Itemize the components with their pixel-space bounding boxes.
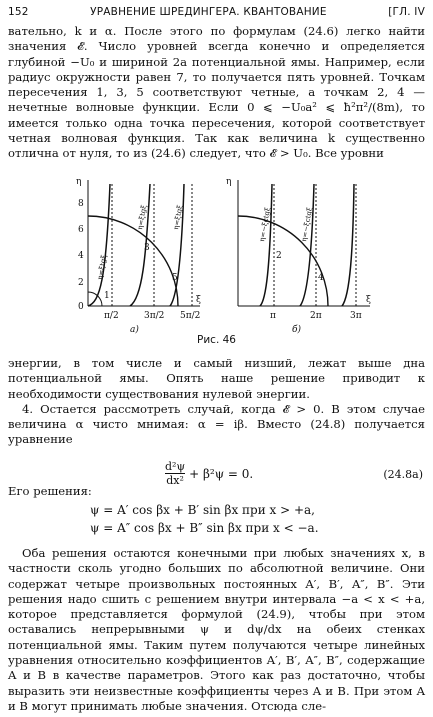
left-xtick-1: π/2 [104,311,119,321]
paragraph-top: вательно, k и α. После этого по формулам (24.6) легко найти значения 𝓔. Число уровней всегда конечно и определяется глубиной −U₀ и шириной 2a потенциальной ямы. Например, если радиус окружности равен 7, то получается пять уровней. Точкам пересечения 1, 3, 5 соответствуют четные, а точкам 2, 4 — нечетные волновые функции. Если 0 ⩽ −U₀a² ⩽ ħ²π²/(8m), то имеется только одна точка пересечения, которой соответствует четная волновая функция. Так как величина k существенно отлична от нуля, то из (24.6) следует, что 𝓔 > U₀. Все уровни [8,24,425,161]
figure-46 [60,170,380,340]
right-xtick-1: π [270,311,276,321]
right-curve-3 [342,184,354,306]
left-axis-xi-label: ξ [196,295,201,305]
figure-caption: Рис. 46 [197,334,236,346]
paragraph-case-4: 4. Остается рассмотреть случай, когда 𝓔 > 0. В этом случае величина α чисто мнимая: α = iβ. Вместо (24.8) получается уравнение [8,401,425,447]
left-ytick-0: 0 [78,302,84,312]
solution-line-2: ψ = A″ cos βx + B″ sin βx при x < −a. [90,521,319,535]
right-curve-2 [300,184,314,306]
left-xtick-3: 5π/2 [180,311,201,321]
right-panel [238,180,370,306]
equation-number: (24.8а) [383,468,423,481]
right-curve-1 [260,184,272,306]
page-header [8,4,425,20]
paragraph-bottom: Оба решения остаются конечными при любых значениях x, в частности сколь угодно больших по абсолютной величине. Они содержат четыре произвольных постоянных A′, B′, A″, B″. Эти решения надо сшить с решением внутри интервала −a < x < +a, которое представляется формулой (24.9), чтобы при этом оставались непрерывными ψ и dψ/dx на обеих стенках потенциальной ямы. Таким путем получаются четыре линейных уравнения относительно коэффициентов A′, B′, A″, B″, содержащие A и B в качестве параметров. Этого как раз достаточно, чтобы выразить эти неизвестные коэффициенты через A и B. При этом A и B могут принимать любые значения. Отсюда сле- [8,546,425,713]
eq-denominator: dx² [166,474,184,487]
left-xtick-2: 3π/2 [144,311,165,321]
point-label-2: 2 [276,251,282,261]
right-circle-arc [238,216,328,306]
solutions-intro: Его решения: [8,484,92,498]
right-labels [226,177,371,335]
right-xtick-2: 2π [310,311,322,321]
left-curve-label-3: η=ξtgξ [172,204,185,231]
figure-svg [60,170,380,340]
point-label-3: 3 [144,243,150,253]
left-ytick-4: 4 [78,251,84,261]
right-axis-eta-label: η [226,177,232,187]
chapter-label: [ГЛ. IV [388,6,425,18]
running-title: УРАВНЕНИЕ ШРЕДИНГЕРА. КВАНТОВАНИЕ [90,6,327,18]
left-curve-1 [88,184,110,306]
point-label-1: 1 [104,291,110,301]
page-number: 152 [8,6,29,18]
right-axis-xi-label: ξ [366,295,371,305]
left-ytick-6: 6 [78,225,84,235]
left-curve-3 [170,184,184,306]
right-curve-label-2: η=−ξctgξ [300,206,315,243]
eq-numerator: d²ψ [165,460,186,473]
left-axis-eta-label: η [76,177,82,187]
right-panel-label: б) [292,325,302,335]
left-ytick-2: 2 [78,278,84,288]
left-curve-label-1: η=ξtgξ [96,254,109,281]
left-labels [76,177,201,335]
right-xtick-3: 3π [350,311,362,321]
point-label-4: 4 [318,273,324,283]
right-curve-label-1: η=−ξctgξ [258,206,273,243]
eq-rest: + β²ψ = 0. [189,466,254,481]
left-panel-label: а) [130,325,139,335]
left-curve-label-2: η=ξtgξ [136,204,149,231]
left-ytick-8: 8 [78,199,84,209]
paragraph-middle [8,356,425,448]
point-label-5: 5 [172,273,178,283]
solution-line-1: ψ = A′ cos βx + B′ sin βx при x > +a, [90,503,315,517]
paragraph-energy-levels: энергии, в том числе и самый низший, лежат выше дна потенциальной ямы. Опять наше решение приводит к необходимости существования нулевой энергии. [8,356,425,401]
